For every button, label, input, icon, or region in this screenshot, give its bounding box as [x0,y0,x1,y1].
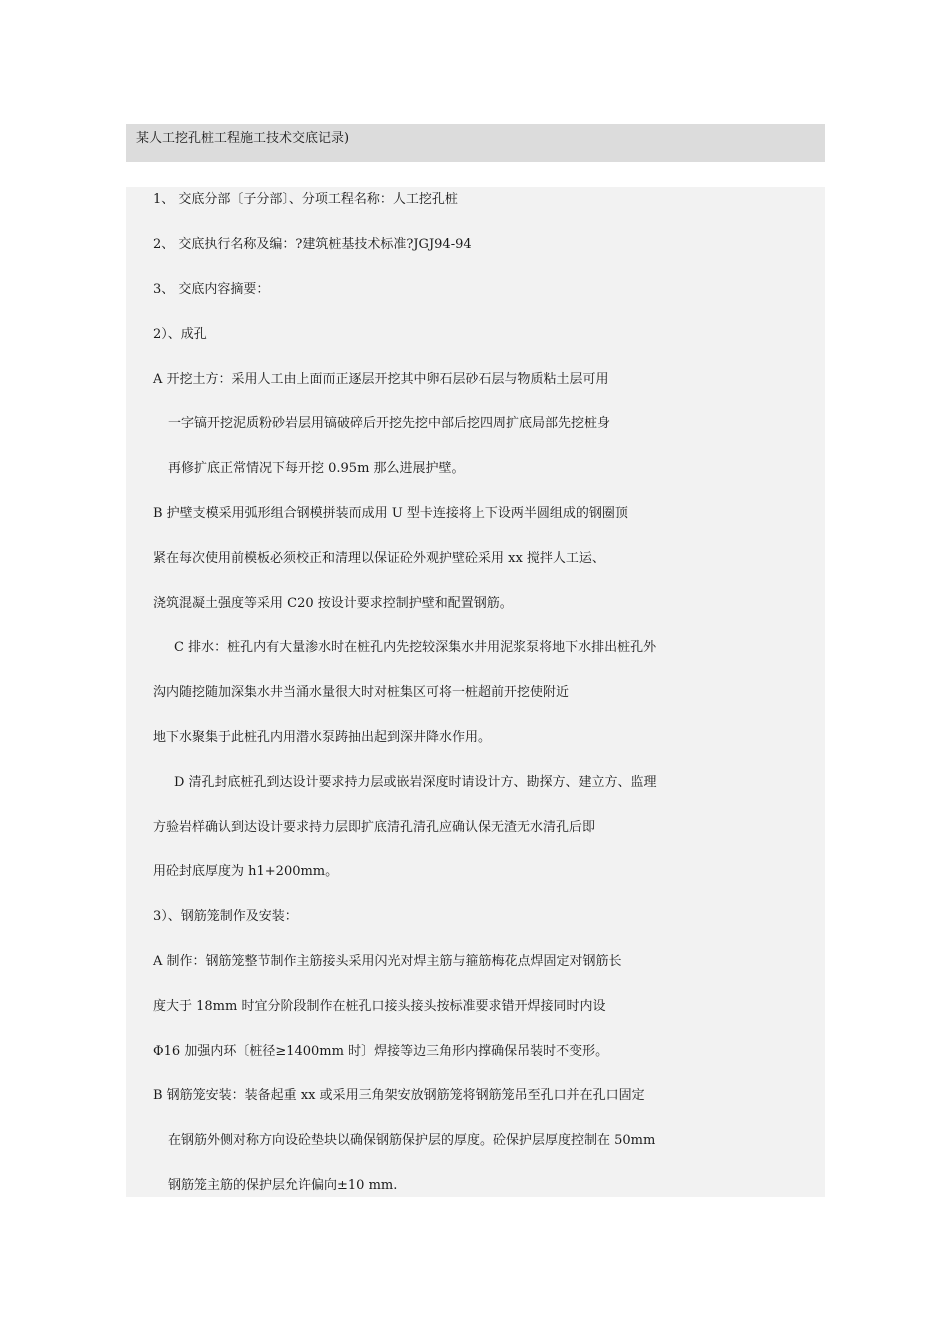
text-line-20: Φ16 加强内环〔桩径≥1400mm 时〕焊接等边三角形内撑确保吊装时不变形。 [153,1044,609,1059]
text-line-1: 1、 交底分部〔子分部〕、分项工程名称：人工挖孔桩 [153,192,458,207]
text-line-18: A 制作：钢筋笼整节制作主筋接头采用闪光对焊主筋与箍筋梅花点焊固定对钢筋长 [153,954,622,969]
text-line-19: 度大于 18mm 时宜分阶段制作在桩孔口接头接头按标准要求错开焊接同时内设 [153,999,606,1014]
text-line-12: 沟内随挖随加深集水井当涌水量很大时对桩集区可将一桩超前开挖使附近 [153,685,570,700]
text-line-2: 2、 交底执行名称及编：?建筑桩基技术标准?JGJ94-94 [153,237,472,252]
text-line-22: 在钢筋外侧对称方向设砼垫块以确保钢筋保护层的厚度。砼保护层厚度控制在 50mm [168,1133,656,1148]
text-line-11: C 排水：桩孔内有大量渗水时在桩孔内先挖较深集水井用泥浆泵将地下水排出桩孔外 [174,640,657,655]
text-line-6: 一字镐开挖泥质粉砂岩层用镐破碎后开挖先挖中部后挖四周扩底局部先挖桩身 [168,416,611,431]
text-line-10: 浇筑混凝土强度等采用 C20 按设计要求控制护壁和配置钢筋。 [153,596,513,611]
text-line-13: 地下水聚集于此桩孔内用潜水泵踌抽出起到深井降水作用。 [153,730,492,745]
text-line-21: B 钢筋笼安装：装备起重 xx 或采用三角架安放钢筋笼将钢筋笼吊至孔口并在孔口固定 [153,1088,645,1103]
text-line-4: 2）、成孔 [153,327,207,342]
text-line-9: 紧在每次使用前模板必须校正和清理以保证砼外观护壁砼采用 xx 搅拌人工运、 [153,551,605,566]
text-line-16: 用砼封底厚度为 h1+200mm。 [153,864,339,879]
text-line-15: 方验岩样确认到达设计要求持力层即扩底清孔清孔应确认保无渣无水清孔后即 [153,820,596,835]
text-line-7: 再修扩底正常情况下每开挖 0.95m 那么进展护壁。 [168,461,465,476]
text-line-3: 3、 交底内容摘要： [153,282,270,297]
text-line-17: 3）、钢筋笼制作及安装： [153,909,298,924]
text-line-23: 钢筋笼主筋的保护层允许偏向±10 mm. [168,1178,398,1193]
content-box [126,187,825,1197]
text-line-8: B 护壁支模采用弧形组合钢模拼装而成用 U 型卡连接将上下设两半圆组成的钢圈顶 [153,506,628,521]
document-title: 某人工挖孔桩工程施工技术交底记录) [136,131,350,146]
text-line-14: D 清孔封底桩孔到达设计要求持力层或嵌岩深度时请设计方、勘探方、建立方、监理 [174,775,657,790]
title-bar [126,124,825,162]
text-line-5: A 开挖土方：采用人工由上面而正逐层开挖其中卵石层砂石层与物质粘土层可用 [153,372,609,387]
